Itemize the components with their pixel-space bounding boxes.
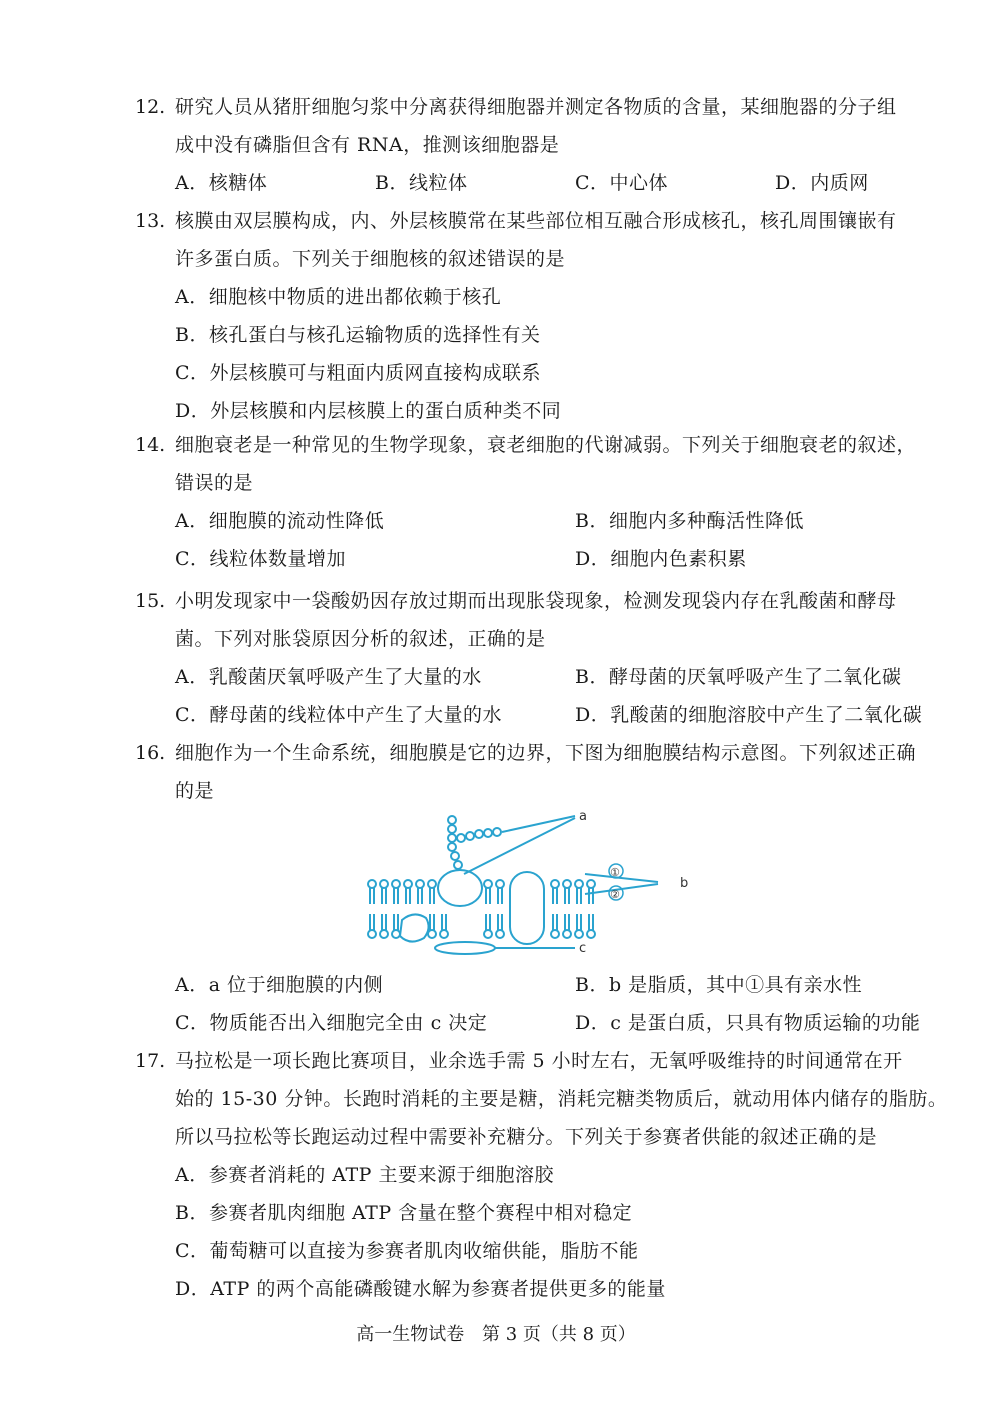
option-a: A．参赛者消耗的 ATP 主要来源于细胞溶胶 <box>175 1164 554 1186</box>
option-c: C．酵母菌的线粒体中产生了大量的水 <box>175 704 503 726</box>
option-d: D．内质网 <box>775 172 869 194</box>
phospholipid <box>428 914 436 938</box>
question-stem-line: 错误的是 <box>175 472 254 494</box>
glycoprotein <box>438 870 482 906</box>
phospholipid <box>368 914 376 938</box>
question-stem-line: 始的 15-30 分钟。长跑时消耗的主要是糖，消耗完糖类物质后，就动用体内储存的脂肪。 <box>175 1088 948 1110</box>
option-d: D．ATP 的两个高能磷酸键水解为参赛者提供更多的能量 <box>175 1278 666 1300</box>
option-d: D．外层核膜和内层核膜上的蛋白质种类不同 <box>175 400 562 422</box>
option-d: D．c 是蛋白质，只具有物质运输的功能 <box>575 1012 921 1034</box>
label-b: b <box>680 876 689 891</box>
phospholipid <box>575 914 583 938</box>
question-stem-line: 所以马拉松等长跑运动过程中需要补充糖分。下列关于参赛者供能的叙述正确的是 <box>175 1126 878 1148</box>
option-c: C．物质能否出入细胞完全由 c 决定 <box>175 1012 488 1034</box>
option-c: C．葡萄糖可以直接为参赛者肌肉收缩供能，脂肪不能 <box>175 1240 639 1262</box>
phospholipid <box>392 880 400 904</box>
phospholipid <box>368 880 376 904</box>
phospholipid <box>587 914 595 938</box>
phospholipid <box>404 880 412 904</box>
option-d: D．细胞内色素积累 <box>575 548 747 570</box>
question-stem-line: 细胞衰老是一种常见的生物学现象，衰老细胞的代谢减弱。下列关于细胞衰老的叙述， <box>175 434 917 456</box>
option-b: B．细胞内多种酶活性降低 <box>575 510 804 532</box>
phospholipid <box>440 914 448 938</box>
question-number: 15. <box>135 590 166 612</box>
option-c: C．线粒体数量增加 <box>175 548 347 570</box>
question-number: 17. <box>135 1050 166 1072</box>
phospholipid <box>551 880 559 904</box>
cell-membrane-diagram <box>360 802 710 960</box>
phospholipid <box>392 914 400 938</box>
option-b: B．b 是脂质，其中①具有亲水性 <box>575 974 863 996</box>
phospholipid <box>575 880 583 904</box>
membrane-structure <box>400 816 658 954</box>
option-d: D．乳酸菌的细胞溶胶中产生了二氧化碳 <box>575 704 923 726</box>
question-stem-line: 成中没有磷脂但含有 RNA，推测该细胞器是 <box>175 134 560 156</box>
option-c: C．中心体 <box>575 172 669 194</box>
question-number: 16. <box>135 742 166 764</box>
question-stem-line: 的是 <box>175 780 215 802</box>
phospholipid <box>551 914 559 938</box>
phospholipid <box>484 914 492 938</box>
sugar-chain <box>448 816 575 874</box>
option-a: A．核糖体 <box>175 172 268 194</box>
option-a: A．细胞膜的流动性降低 <box>175 510 385 532</box>
phospholipid <box>563 880 571 904</box>
option-b: B．参赛者肌肉细胞 ATP 含量在整个赛程中相对稳定 <box>175 1202 633 1224</box>
bottom-protein <box>435 942 495 954</box>
label-c: c <box>579 941 587 956</box>
question-stem-line: 细胞作为一个生命系统，细胞膜是它的边界，下图为细胞膜结构示意图。下列叙述正确 <box>175 742 917 764</box>
option-c: C．外层核膜可与粗面内质网直接构成联系 <box>175 362 542 384</box>
phospholipid <box>416 880 424 904</box>
phospholipid <box>496 880 504 904</box>
channel-protein <box>510 872 544 944</box>
page-footer <box>0 1323 992 1347</box>
option-b: B．酵母菌的厌氧呼吸产生了二氧化碳 <box>575 666 902 688</box>
question-number: 12. <box>135 96 166 118</box>
phospholipid <box>563 914 571 938</box>
phospholipid <box>587 880 595 904</box>
phospholipid <box>428 880 436 904</box>
option-a: A．细胞核中物质的进出都依赖于核孔 <box>175 286 502 308</box>
label-2: ② <box>610 888 620 901</box>
phospholipid <box>380 880 388 904</box>
question-number: 14. <box>135 434 166 456</box>
question-stem-line: 马拉松是一项长跑比赛项目，业余选手需 5 小时左右，无氧呼吸维持的时间通常在开 <box>175 1050 903 1072</box>
footer-page-number: 第 3 页（共 8 页） <box>481 1324 636 1345</box>
option-a: A．乳酸菌厌氧呼吸产生了大量的水 <box>175 666 482 688</box>
phospholipid <box>484 880 492 904</box>
question-stem-line: 小明发现家中一袋酸奶因存放过期而出现胀袋现象，检测发现袋内存在乳酸菌和酵母 <box>175 590 897 612</box>
peripheral-protein <box>400 914 429 941</box>
option-b: B．线粒体 <box>375 172 468 194</box>
question-stem-line: 研究人员从猪肝细胞匀浆中分离获得细胞器并测定各物质的含量，某细胞器的分子组 <box>175 96 897 118</box>
question-stem-line: 核膜由双层膜构成，内、外层核膜常在某些部位相互融合形成核孔，核孔周围镶嵌有 <box>175 210 897 232</box>
question-stem-line: 许多蛋白质。下列关于细胞核的叙述错误的是 <box>175 248 566 270</box>
option-b: B．核孔蛋白与核孔运输物质的选择性有关 <box>175 324 541 346</box>
question-stem-line: 菌。下列对胀袋原因分析的叙述，正确的是 <box>175 628 546 650</box>
question-number: 13. <box>135 210 166 232</box>
phospholipid <box>380 914 388 938</box>
option-a: A．a 位于细胞膜的内侧 <box>175 974 384 996</box>
label-1: ① <box>610 866 620 879</box>
label-a: a <box>579 809 587 824</box>
phospholipid <box>496 914 504 938</box>
footer-subject: 高一生物试卷 <box>356 1324 465 1345</box>
